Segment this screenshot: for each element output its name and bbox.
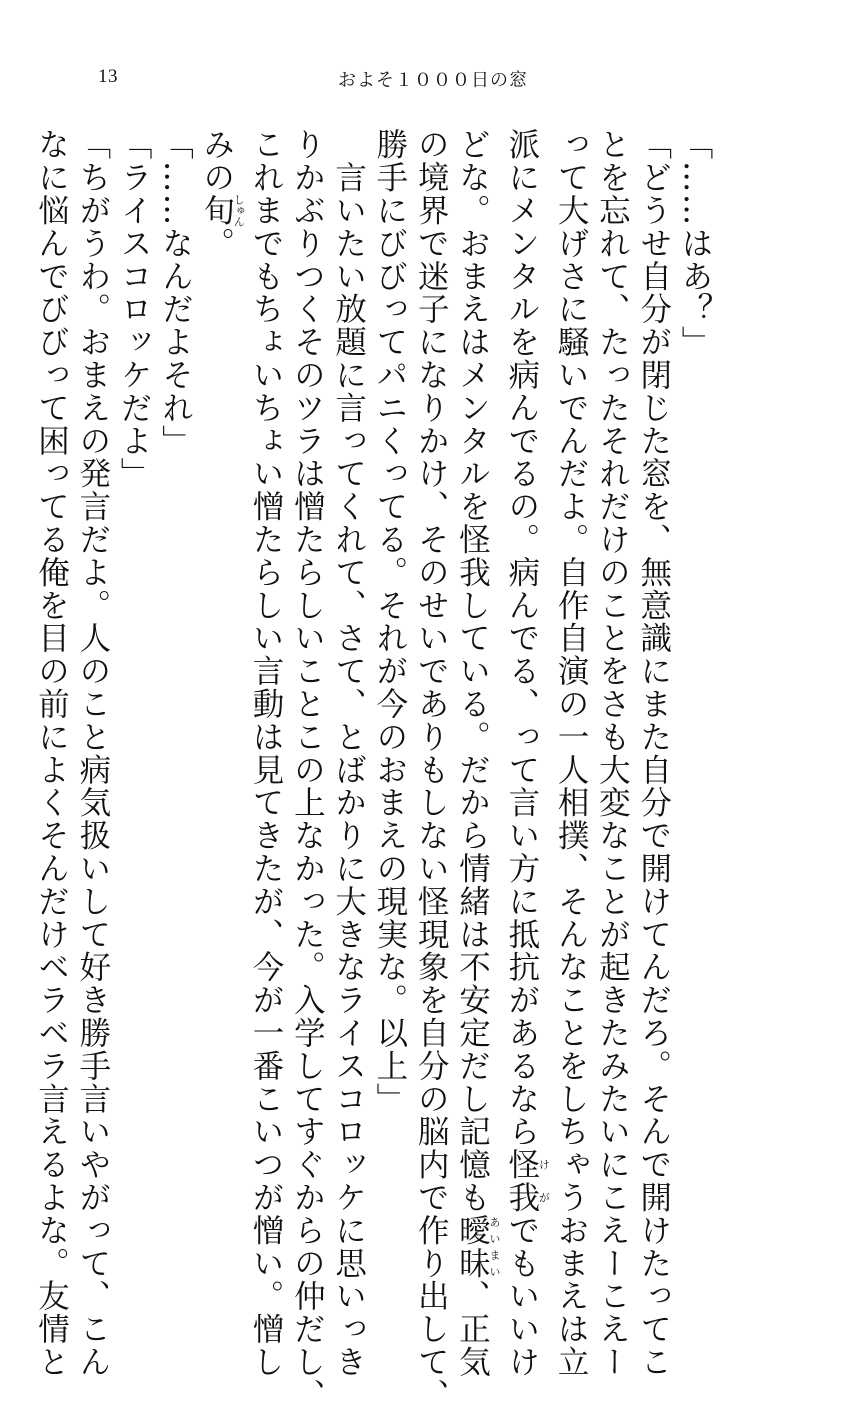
ruby-reading: けが xyxy=(537,1147,551,1214)
text-line: りかぶりつくそのツラは憎たらしいことこの上なかった。入学してすぐからの仲だし、 xyxy=(289,128,326,1411)
ruby-reading: しゅん xyxy=(232,193,246,227)
text-line: の境界で迷子になりかけ、そのせいでありもしない怪現象を自分の脳内で作り出して、 xyxy=(413,128,450,1411)
text-line xyxy=(501,128,551,1379)
ruby-annotation xyxy=(198,193,246,227)
ruby-reading: あいまい xyxy=(488,1213,502,1280)
vertical-body-text xyxy=(30,128,715,1411)
text-segment: 派にメンタルを病んでるの。病んでる、って言い方に抵抗があるなら xyxy=(503,128,540,1148)
text-line: 「……なんだよそれ」 xyxy=(157,128,194,457)
text-line xyxy=(451,128,502,1379)
running-title: およそ１０００日の窓 xyxy=(338,70,528,91)
page-header xyxy=(0,66,841,96)
ruby-base: 旬 xyxy=(198,193,235,227)
text-line: 「ライスコロッケだよ」 xyxy=(116,128,153,490)
ruby-base: 曖昧 xyxy=(454,1213,491,1280)
ruby-base: 怪我 xyxy=(503,1147,540,1214)
text-line: 勝手にびびってパニくってる。それが今のおまえの現実な。以上」 xyxy=(371,128,408,1115)
text-segment: 。 xyxy=(198,226,235,260)
text-line: なに悩んでびびって困ってる俺を目の前によくそんだけベラベラ言えるよな。友情と xyxy=(33,128,70,1379)
text-line: 「ちがうわ。おまえの発言だよ。人のこと病気扱いして好き勝手言いやがって、こん xyxy=(74,128,111,1379)
text-segment: でもいいけ xyxy=(503,1213,540,1379)
text-line: 「……はあ？」 xyxy=(677,128,713,359)
text-line: 「どうせ自分が閉じた窓を、無意識にまた自分で開けてんだろ。そんで開けたってこ xyxy=(635,128,672,1379)
text-line: 言いたい放題に言ってくれて、さて、とばかりに大きなライスコロッケに思いっき xyxy=(330,128,367,1379)
text-segment: 、正気 xyxy=(454,1279,491,1379)
ruby-annotation xyxy=(503,1147,551,1214)
text-segment: どな。おまえはメンタルを怪我している。だから情緒は不安定だし記憶も xyxy=(454,128,491,1214)
text-line: とを忘れて、たったそれだけのことをさも大変なことが起きたみたいにこえーこえー xyxy=(594,128,631,1379)
text-line: って大げさに騒いでんだよ。自作自演の一人相撲、そんなことをしちゃうおまえは立 xyxy=(553,128,590,1379)
ruby-annotation xyxy=(454,1213,502,1280)
text-segment: みの xyxy=(198,128,235,194)
text-line: これまでもちょいちょい憎たらしい言動は見てきたが、今が一番こいつが憎い。憎し xyxy=(248,128,285,1379)
page-number: 13 xyxy=(98,66,118,87)
text-line xyxy=(195,128,244,1118)
